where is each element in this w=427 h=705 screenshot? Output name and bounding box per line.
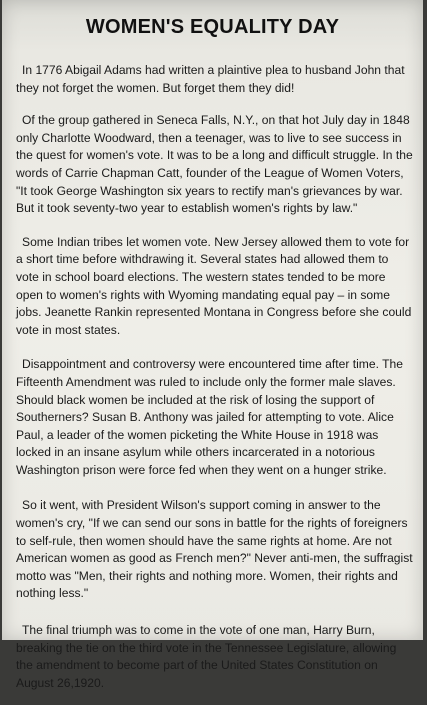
paragraph-controversy: Disappointment and controversy were encountered time after time. The Fifteenth Amendment was ruled to include only the former male slaves. Should black women be included at the risk of losing the support of Southerners? Susan B. Anthony was jailed for attempting to vote. Alice Paul, a leader of the women picketing the White House in 1918 was locked in an insane asylum while others incarcerated in a notorious Washington prison were force fed when they went on a hunger strike.: [16, 357, 403, 477]
paragraph-abigail-adams: In 1776 Abigail Adams had written a plaintive plea to husband John that they not forget the women. But forget them they did!: [16, 63, 405, 95]
document-body: [16, 62, 414, 705]
paragraph-seneca-falls: Of the group gathered in Seneca Falls, N.Y., on that hot July day in 1848 only Charlotte Woodward, then a teenager, was to live to see success in the quest for women's vote. It was to be a long and difficult struggle. In the words of Carrie Chapman Catt, founder of the League of Women Voters, "It took George Washington six years to rectify man's grievances by war. But it took seventy-two year to establish women's rights by law.": [16, 113, 413, 216]
document-page: [2, 0, 423, 690]
paragraph-wilson-support: So it went, with President Wilson's support coming in answer to the women's cry, "If we can send our sons in battle for the rights of foreigners to self-rule, then women should have the same rights at home. Are not American women as good as French men?" Never anti-men, the suffragist motto was "Men, their rights and nothing more. Women, their rights and nothing less.": [16, 498, 413, 601]
paragraph-final-triumph: The final triumph was to come in the vote of one man, Harry Burn, breaking the tie on the third vote in the Tennessee Legislature, allowing the amendment to become part of the United States Constitution on August 26,1920.: [16, 623, 397, 690]
document-title: WOMEN'S EQUALITY DAY: [85, 16, 340, 38]
paragraph-early-voting: Some Indian tribes let women vote. New Jersey allowed them to vote for a short time before withdrawing it. Several states had allowed them to vote in school board elections. The western states tended to be more open to women's rights with Wyoming mandating equal pay – in some jobs. Jeanette Rankin represented Montana in Congress before she could vote in most states.: [16, 234, 412, 337]
